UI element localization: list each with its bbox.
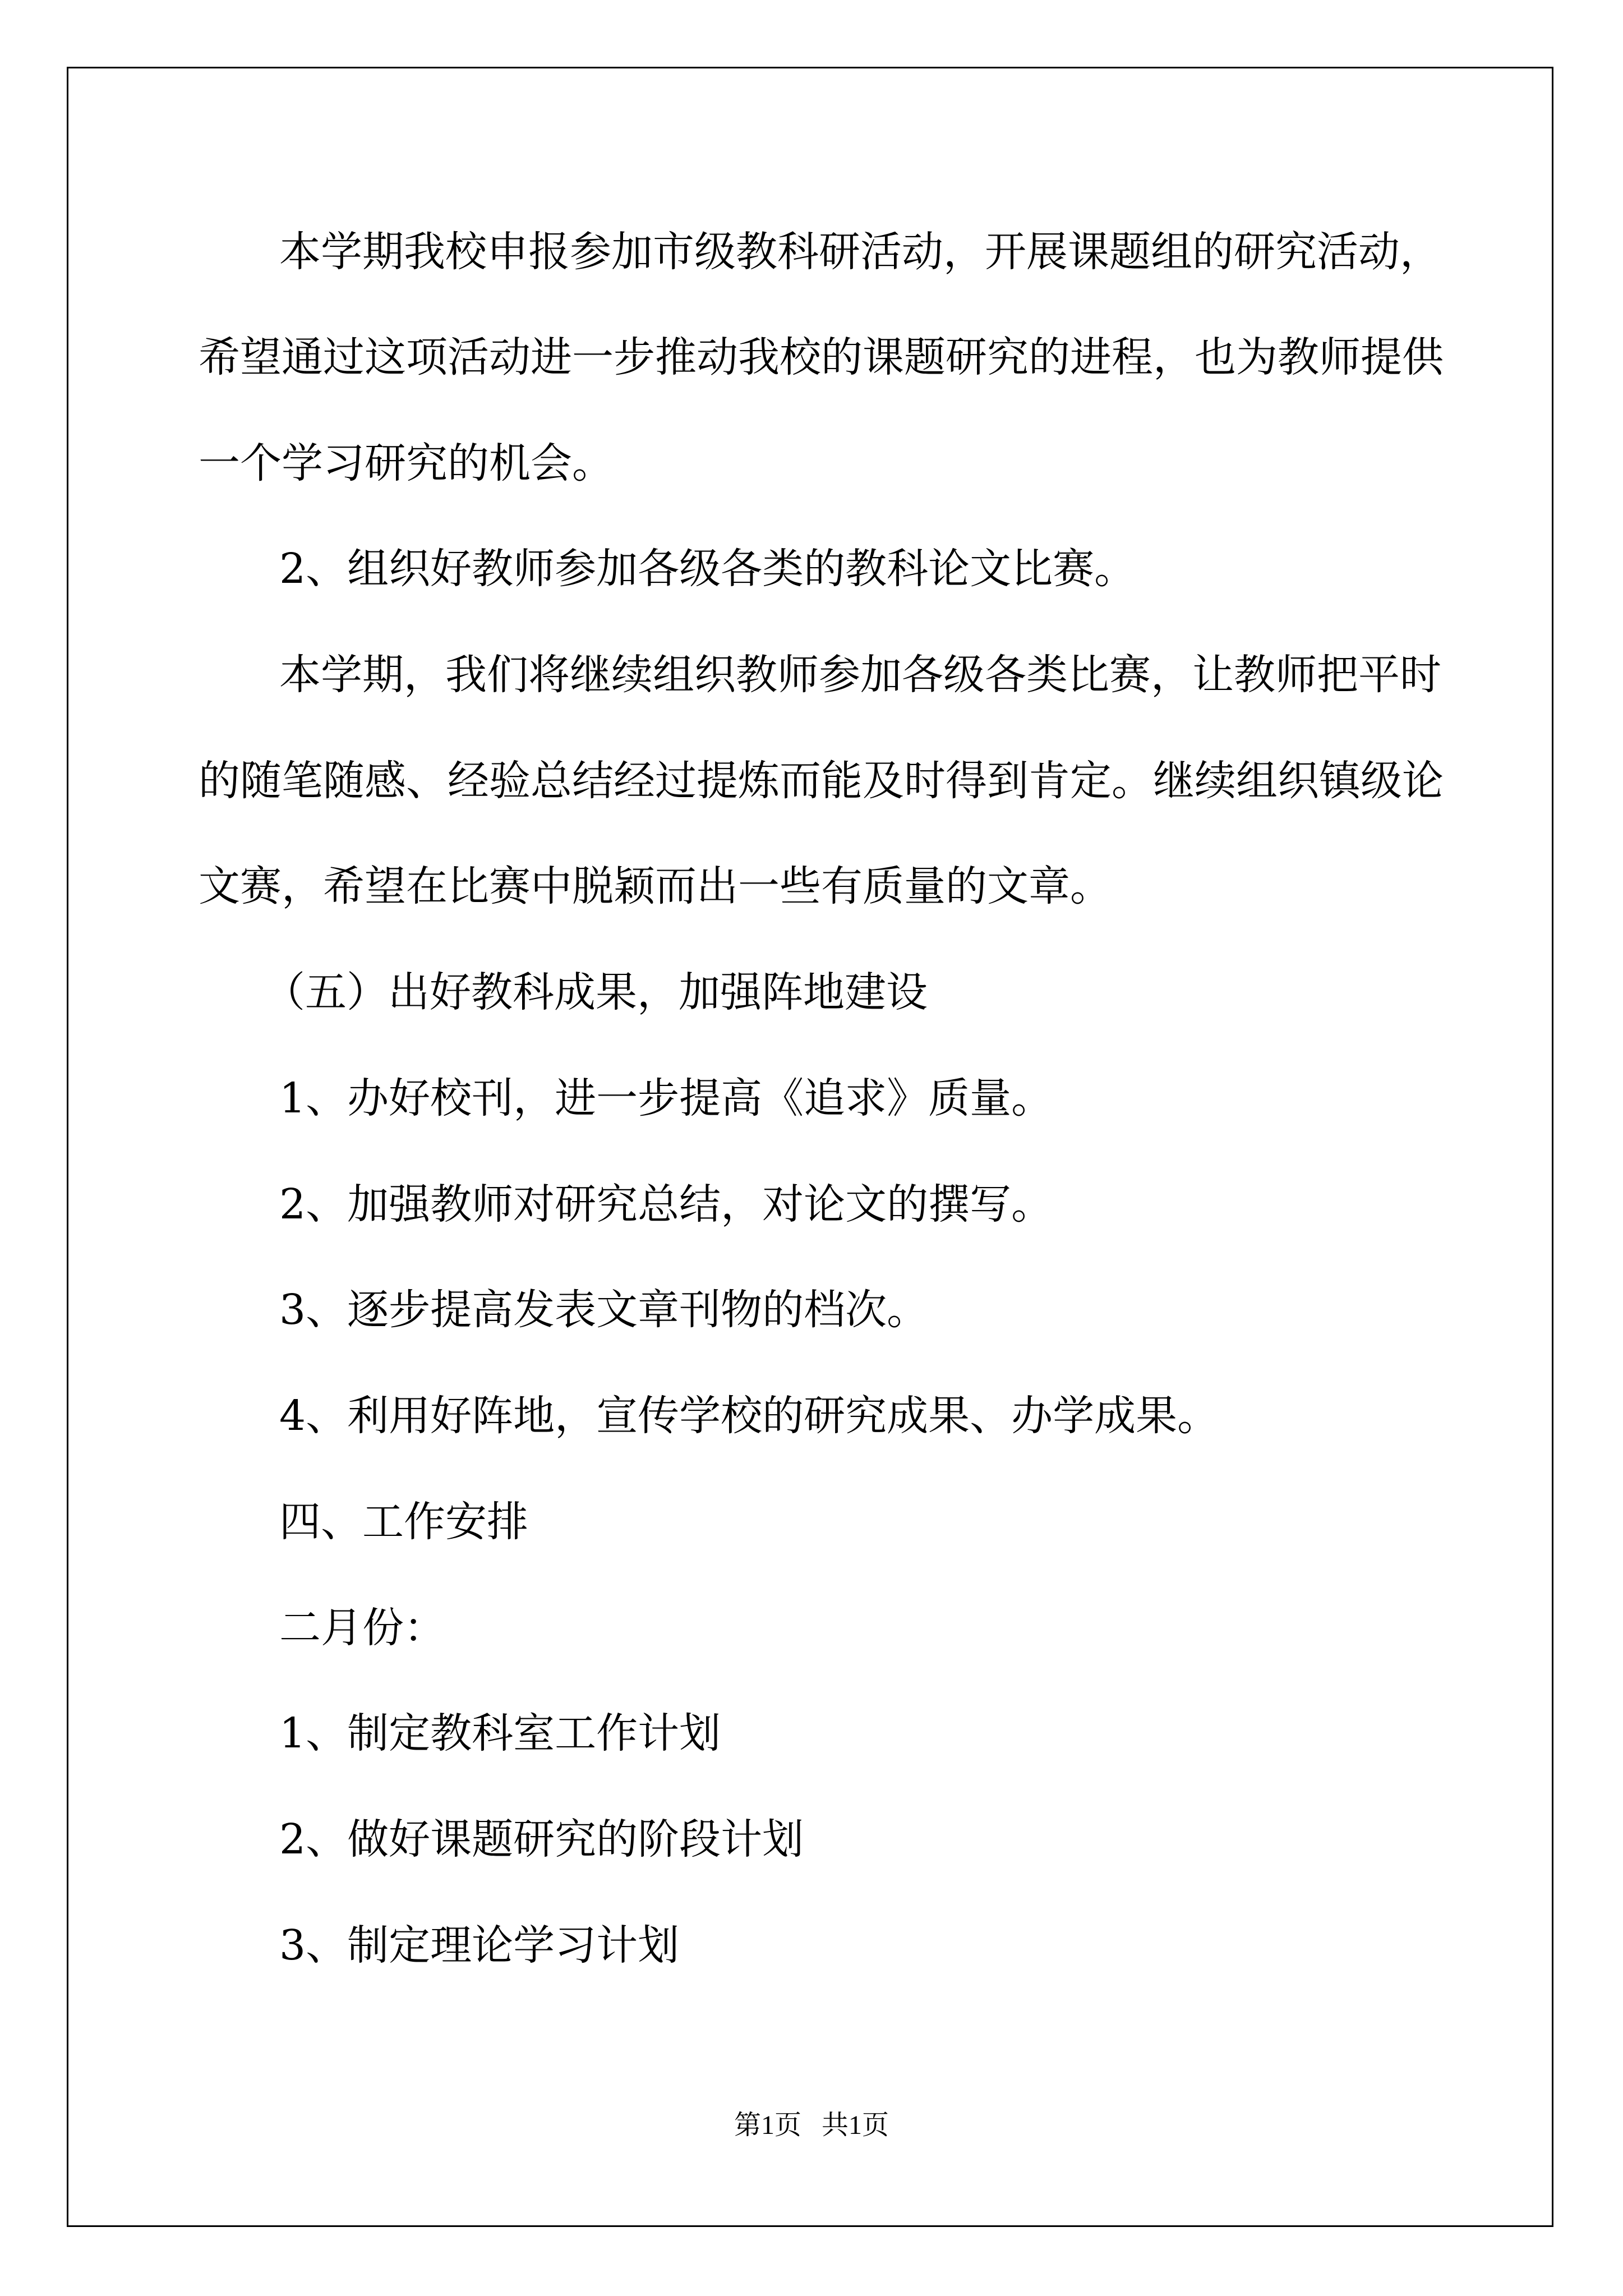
list-item: 2、做好课题研究的阶段计划 [279,1815,804,1864]
paragraph-line: 一个学习研究的机会。 [199,439,614,487]
page-number: 第1页 [734,2110,801,2140]
list-item: 1、制定教科室工作计划 [279,1709,721,1757]
page-border [67,67,1553,2227]
section-heading: （五）出好教科成果，加强阵地建设 [264,968,928,1016]
list-item: 3、制定理论学习计划 [279,1921,680,1970]
paragraph-line: 希望通过这项活动进一步推动我校的课题研究的进程，也为教师提供 [199,333,1444,381]
paragraph-line: 本学期我校申报参加市级教科研活动，开展课题组的研究活动， [279,228,1441,276]
list-item: 1、办好校刊，进一步提高《追求》质量。 [279,1074,1053,1122]
section-heading: 四、工作安排 [279,1498,528,1546]
paragraph-line: 本学期，我们将继续组织教师参加各级各类比赛，让教师把平时 [279,651,1441,699]
page-total: 共1页 [822,2110,889,2140]
list-item: 2、加强教师对研究总结，对论文的撰写。 [279,1180,1053,1228]
list-item: 4、利用好阵地，宣传学校的研究成果、办学成果。 [279,1392,1219,1440]
paragraph-line: 文赛，希望在比赛中脱颖而出一些有质量的文章。 [199,862,1112,910]
subheading: 二月份： [279,1604,445,1652]
page-footer [0,2112,1623,2139]
list-item: 3、逐步提高发表文章刊物的档次。 [279,1286,929,1334]
list-item: 2、组织好教师参加各级各类的教科论文比赛。 [279,545,1136,593]
paragraph-line: 的随笔随感、经验总结经过提炼而能及时得到肯定。继续组织镇级论 [199,757,1444,805]
